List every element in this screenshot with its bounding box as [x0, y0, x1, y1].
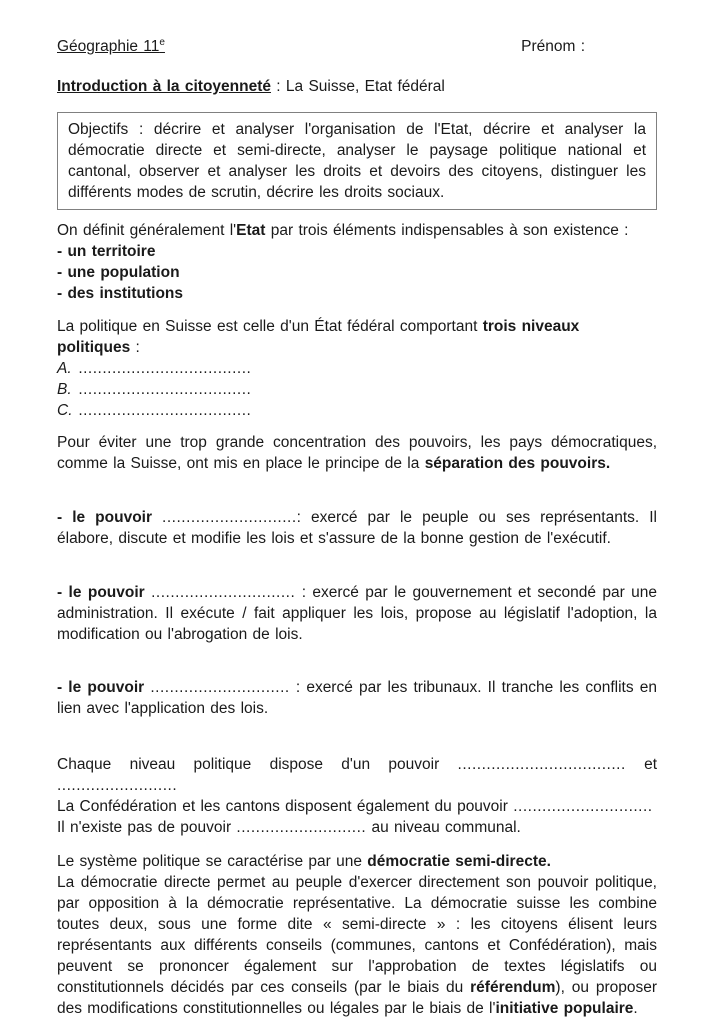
bullet-territory: - un territoire — [57, 243, 156, 260]
power-1-text: : exercé par le peuple ou ses représentants. Il élabore, discute et modifie les lois et s'assure de la bonne gestion de l'exécutif. — [57, 509, 657, 547]
level-line-a — [57, 358, 657, 379]
title-rest: : La Suisse, Etat fédéral — [271, 78, 445, 95]
title-lead: Introduction à la citoyenneté — [57, 78, 271, 95]
confederation-plain: La Confédération et les cantons disposent également du pouvoir — [57, 798, 514, 815]
semi-direct-body-3: . — [633, 1000, 638, 1017]
intro-plain: On définit généralement l' — [57, 222, 237, 239]
levels-intro-plain: La politique en Suisse est celle d'un État fédéral comportant — [57, 318, 483, 335]
communal-tail: au niveau communal. — [366, 819, 521, 836]
course-label — [57, 36, 165, 57]
power-judicial-paragraph — [57, 677, 657, 719]
power-3-blank: ............................. — [150, 679, 290, 696]
level-blank-c: .................................... — [78, 402, 252, 419]
level-line-c — [57, 400, 657, 421]
power-3-text: : exercé par les tribunaux. Il tranche les conflits en lien avec l'application des lois. — [57, 679, 657, 717]
course-superscript: e — [159, 36, 165, 48]
semi-direct-section — [57, 851, 657, 1019]
separation-plain: Pour éviter une trop grande concentration des pouvoirs, les pays démocratiques, comme la Suisse, ont mis en place le principe de la — [57, 434, 657, 472]
level-powers-blank-1: ................................... — [457, 756, 626, 773]
confederation-line — [57, 796, 657, 817]
separation-bold: séparation des pouvoirs. — [424, 455, 611, 472]
power-3-lead: - le pouvoir — [57, 679, 151, 696]
levels-intro-tail: : — [130, 339, 140, 356]
power-executive-paragraph — [57, 582, 657, 645]
semi-direct-body-2: ), ou proposer des modifications constitutionnelles ou légales par le biais de l' — [57, 979, 657, 1017]
initiative-populaire-bold: initiative populaire — [495, 1000, 634, 1017]
semi-direct-headline-plain: Le système politique se caractérise par une — [57, 853, 368, 870]
bullet-institutions: - des institutions — [57, 285, 183, 302]
objectives-box — [57, 112, 657, 210]
power-1-blank: ............................ — [162, 509, 297, 526]
power-2-text: : exercé par le gouvernement et secondé par une administration. Il exécute / fait appliquer les lois, propose au législatif l'adoption, la modification ou l'abrogation de lois. — [57, 584, 657, 643]
student-name-label: Prénom : — [521, 38, 585, 55]
power-legislative-paragraph — [57, 507, 657, 549]
course-text: Géographie 11 — [57, 38, 160, 55]
level-powers-blank-2: ......................... — [57, 777, 178, 794]
political-levels-intro — [57, 316, 657, 358]
intro-bold: Etat — [236, 222, 266, 239]
confederation-blank: ............................. — [513, 798, 653, 815]
levels-intro-bold: trois niveaux politiques — [57, 318, 580, 356]
semi-direct-headline-bold: démocratie semi-directe. — [367, 853, 551, 870]
communal-line — [57, 817, 657, 838]
document-title — [57, 76, 657, 97]
level-blank-a: .................................... — [78, 360, 252, 377]
power-1-lead: - le pouvoir — [57, 509, 163, 526]
level-powers-section — [57, 754, 657, 838]
objectives-text: Objectifs : décrire et analyser l'organisation de l'Etat, décrire et analyser la démocratie directe et semi-directe, analyser le paysage politique national et cantonal, observer et analyser les droits et devoirs des citoyens, distinguer les différents modes de scrutin, décrire les droits sociaux. — [68, 121, 646, 201]
state-definition-section — [57, 220, 657, 304]
level-powers-mid: et — [625, 756, 657, 773]
level-label-b: B. — [57, 381, 72, 398]
level-blank-b: .................................... — [78, 381, 252, 398]
state-definition-intro — [57, 220, 657, 241]
level-line-b — [57, 379, 657, 400]
level-label-a: A. — [57, 360, 72, 377]
referendum-bold: référendum — [470, 979, 556, 996]
level-powers-line — [57, 754, 657, 796]
semi-direct-headline — [57, 851, 657, 872]
level-label-c: C. — [57, 402, 73, 419]
power-2-blank: .............................. — [151, 584, 296, 601]
political-levels-section — [57, 316, 657, 421]
intro-tail: par trois éléments indispensables à son existence : — [265, 222, 629, 239]
communal-plain: Il n'existe pas de pouvoir — [57, 819, 237, 836]
bullet-population: - une population — [57, 264, 180, 281]
semi-direct-body — [57, 872, 657, 1019]
separation-paragraph — [57, 432, 657, 474]
power-2-lead: - le pouvoir — [57, 584, 152, 601]
level-powers-plain: Chaque niveau politique dispose d'un pouvoir — [57, 756, 458, 773]
document-header — [57, 36, 657, 57]
semi-direct-body-1: La démocratie directe permet au peuple d'exercer directement son pouvoir politique, par opposition à la démocratie représentative. La démocratie suisse les combine toutes deux, sous une forme dite « semi-directe » : les citoyens élisent leurs représentants aux différents conseils (communes, cantons et Confédération), mais peuvent se prononcer également sur l'approbation de textes législatifs ou constitutionnels décidés par ces conseils (par le biais du — [57, 874, 657, 996]
communal-blank: ........................... — [236, 819, 367, 836]
